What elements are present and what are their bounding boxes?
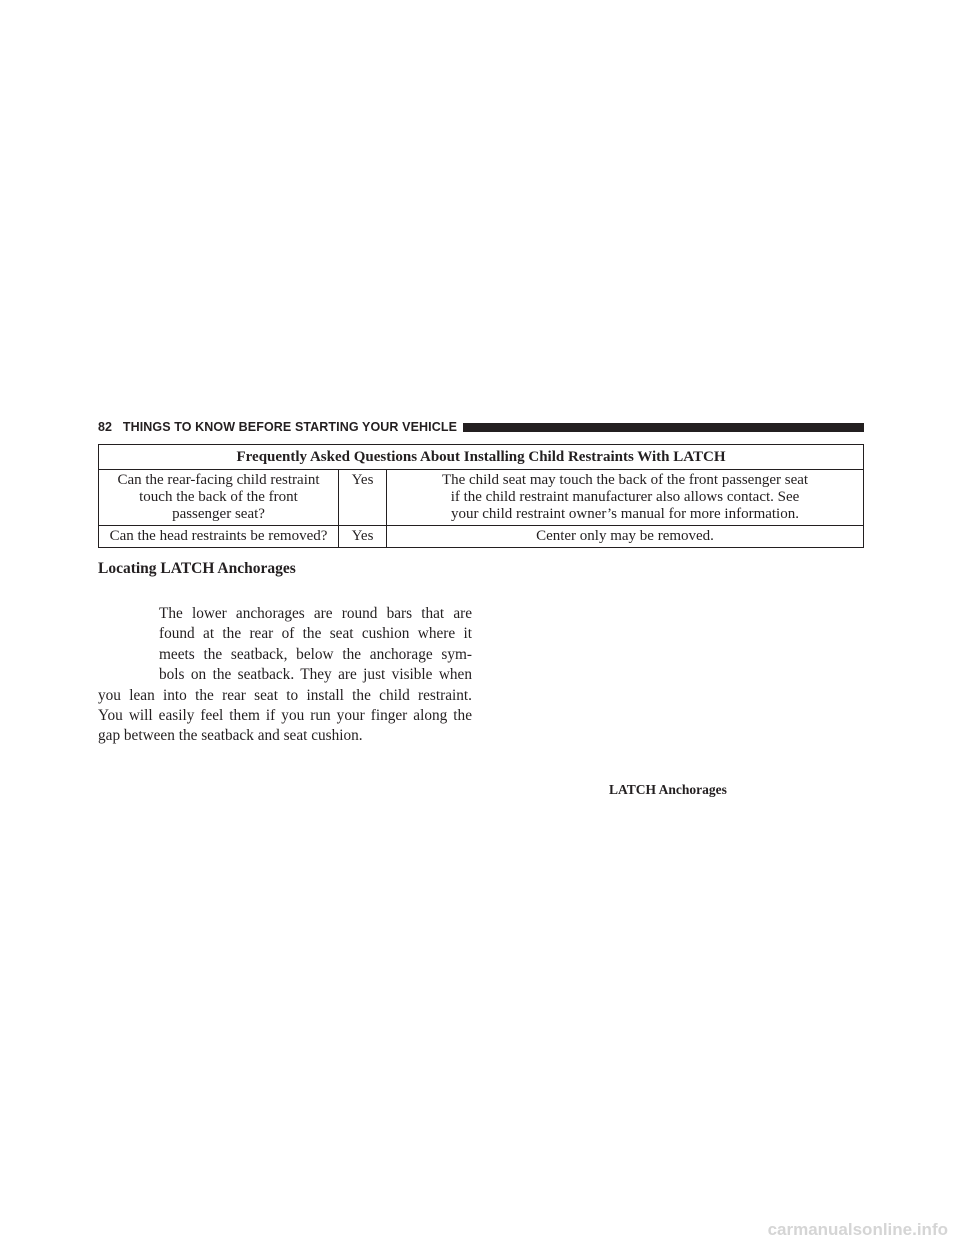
faq-question-line: Can the head restraints be removed? xyxy=(109,528,328,544)
faq-notes-line: Center only may be removed. xyxy=(536,528,714,544)
faq-question-cell xyxy=(99,526,339,548)
figure-caption: LATCH Anchorages xyxy=(609,782,727,797)
paragraph-line: found at the rear of the seat cushion where it xyxy=(159,625,472,643)
faq-table xyxy=(98,444,864,548)
paragraph-line: You will easily feel them if you run your finger along the xyxy=(98,707,472,725)
faq-notes-line: The child seat may touch the back of the front passenger seat xyxy=(441,472,809,488)
faq-answer-cell: Yes xyxy=(339,526,387,548)
paragraph-line: meets the seatback, below the anchorage sym- xyxy=(159,645,472,663)
page-number: 82 xyxy=(98,420,113,434)
watermark-text: carmanualsonline.info xyxy=(767,1220,948,1239)
faq-question-line: passenger seat? xyxy=(172,506,265,522)
header-rule xyxy=(463,423,864,432)
table-row xyxy=(99,526,864,548)
section-title: Locating LATCH Anchorages xyxy=(98,560,296,577)
faq-table-title: Frequently Asked Questions About Installing Child Restraints With LATCH xyxy=(99,445,864,470)
faq-notes-line: if the child restraint manufacturer also allows contact. See xyxy=(450,489,800,505)
faq-notes-cell xyxy=(387,526,864,548)
faq-notes-line: your child restraint owner’s manual for more information. xyxy=(451,506,799,522)
table-row xyxy=(99,470,864,526)
paragraph-line: gap between the seatback and seat cushion. xyxy=(98,727,363,745)
page-header xyxy=(98,418,864,436)
paragraph-line: The lower anchorages are round bars that are xyxy=(159,605,472,622)
page-number-and-section xyxy=(98,420,457,434)
paragraph-line: bols on the seatback. They are just visible when xyxy=(159,666,472,684)
body-paragraph xyxy=(98,604,472,747)
faq-question-line: Can the rear-facing child restraint xyxy=(117,472,320,488)
faq-notes-cell xyxy=(387,470,864,526)
faq-answer-cell: Yes xyxy=(339,470,387,526)
faq-question-cell xyxy=(99,470,339,526)
section-heading: THINGS TO KNOW BEFORE STARTING YOUR VEHICLE xyxy=(122,420,458,434)
faq-table-title-row xyxy=(99,445,864,470)
paragraph-line: you lean into the rear seat to install the child restraint. xyxy=(98,686,472,704)
faq-question-line: touch the back of the front xyxy=(139,489,298,505)
